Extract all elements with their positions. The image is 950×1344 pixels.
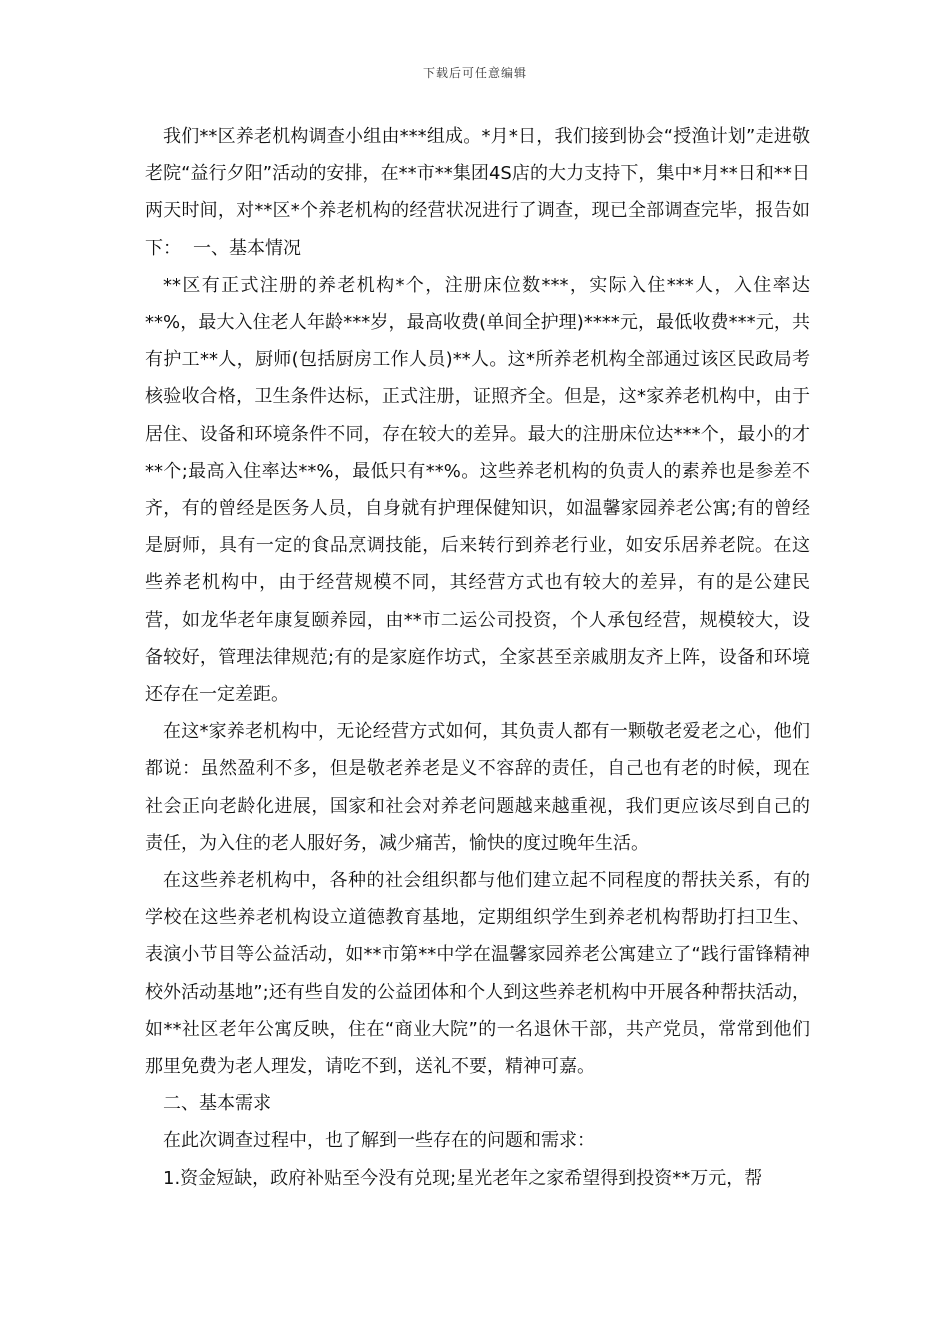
paragraph-need-1: 1.资金短缺，政府补贴至今没有兑现;星光老年之家希望得到投资**万元，帮 (163, 1167, 763, 1189)
section-heading-basic-needs: 二、基本需求 (163, 1093, 271, 1115)
paragraph-basic-situation: **区有正式注册的养老机构*个，注册床位数***，实际入住***人，入住率达**%，最大入住老人年龄***岁，最高收费(单间全护理)****元，最低收费***元，共有护工**人，厨师(包括厨房工作人员)**人。这*所养老机构全部通过该区民政局考核验收合格，卫生条件达标，正式注册，证照齐全。但是，这*家养老机构中，由于居住、设备和环境条件不同，存在较大的差异。最大的注册床位达***个，最小的才**个;最高入住率达**%，最低只有**%。这些养老机构的负责人的素养也是参差不齐，有的曾经是医务人员，自身就有护理保健知识，如温馨家园养老公寓;有的曾经是厨师，具有一定的食品烹调技能，后来转行到养老行业，如安乐居养老院。在这些养老机构中，由于经营规模不同，其经营方式也有较大的差异，有的是公建民营，如龙华老年康复颐养园，由**市二运公司投资，个人承包经营，规模较大，设备较好，管理法律规范;有的是家庭作坊式，全家甚至亲戚朋友齐上阵，设备和环境还存在一定差距。 (145, 274, 810, 706)
page-header: 下载后可任意编辑 (422, 66, 527, 80)
document-body (145, 118, 810, 1197)
intro-text: 我们**区养老机构调查小组由***组成。*月*日，我们接到协会“授渔计划”走进敬老院“益行夕阳”活动的安排，在**市**集团4S店的大力支持下，集中*月**日和**日两天时间，对**区*个养老机构的经营状况进行了调查，现已全部调查完毕，报告如下： (145, 126, 810, 259)
paragraph-operators: 在这*家养老机构中，无论经营方式如何，其负责人都有一颗敬老爱老之心，他们都说：虽然盈利不多，但是敬老养老是义不容辞的责任，自己也有老的时候，现在社会正向老龄化进展，国家和社会对养老问题越来越重视，我们更应该尽到自己的责任，为入住的老人服好务，减少痛苦，愉快的度过晚年生活。 (145, 721, 810, 854)
section-heading-basic-situation: 一、基本情况 (193, 237, 301, 259)
paragraph-needs-intro: 在此次调查过程中，也了解到一些存在的问题和需求： (163, 1130, 595, 1152)
paragraph-intro (145, 118, 810, 267)
paragraph-social-support: 在这些养老机构中，各种的社会组织都与他们建立起不同程度的帮扶关系，有的学校在这些养老机构设立道德教育基地，定期组织学生到养老机构帮助打扫卫生、表演小节目等公益活动，如**市第**中学在温馨家园养老公寓建立了“践行雷锋精神校外活动基地”;还有些自发的公益团体和个人到这些养老机构中开展各种帮扶活动，如**社区老年公寓反映，住在“商业大院”的一名退休干部，共产党员，常常到他们那里免费为老人理发，请吃不到，送礼不要，精神可嘉。 (145, 870, 810, 1078)
